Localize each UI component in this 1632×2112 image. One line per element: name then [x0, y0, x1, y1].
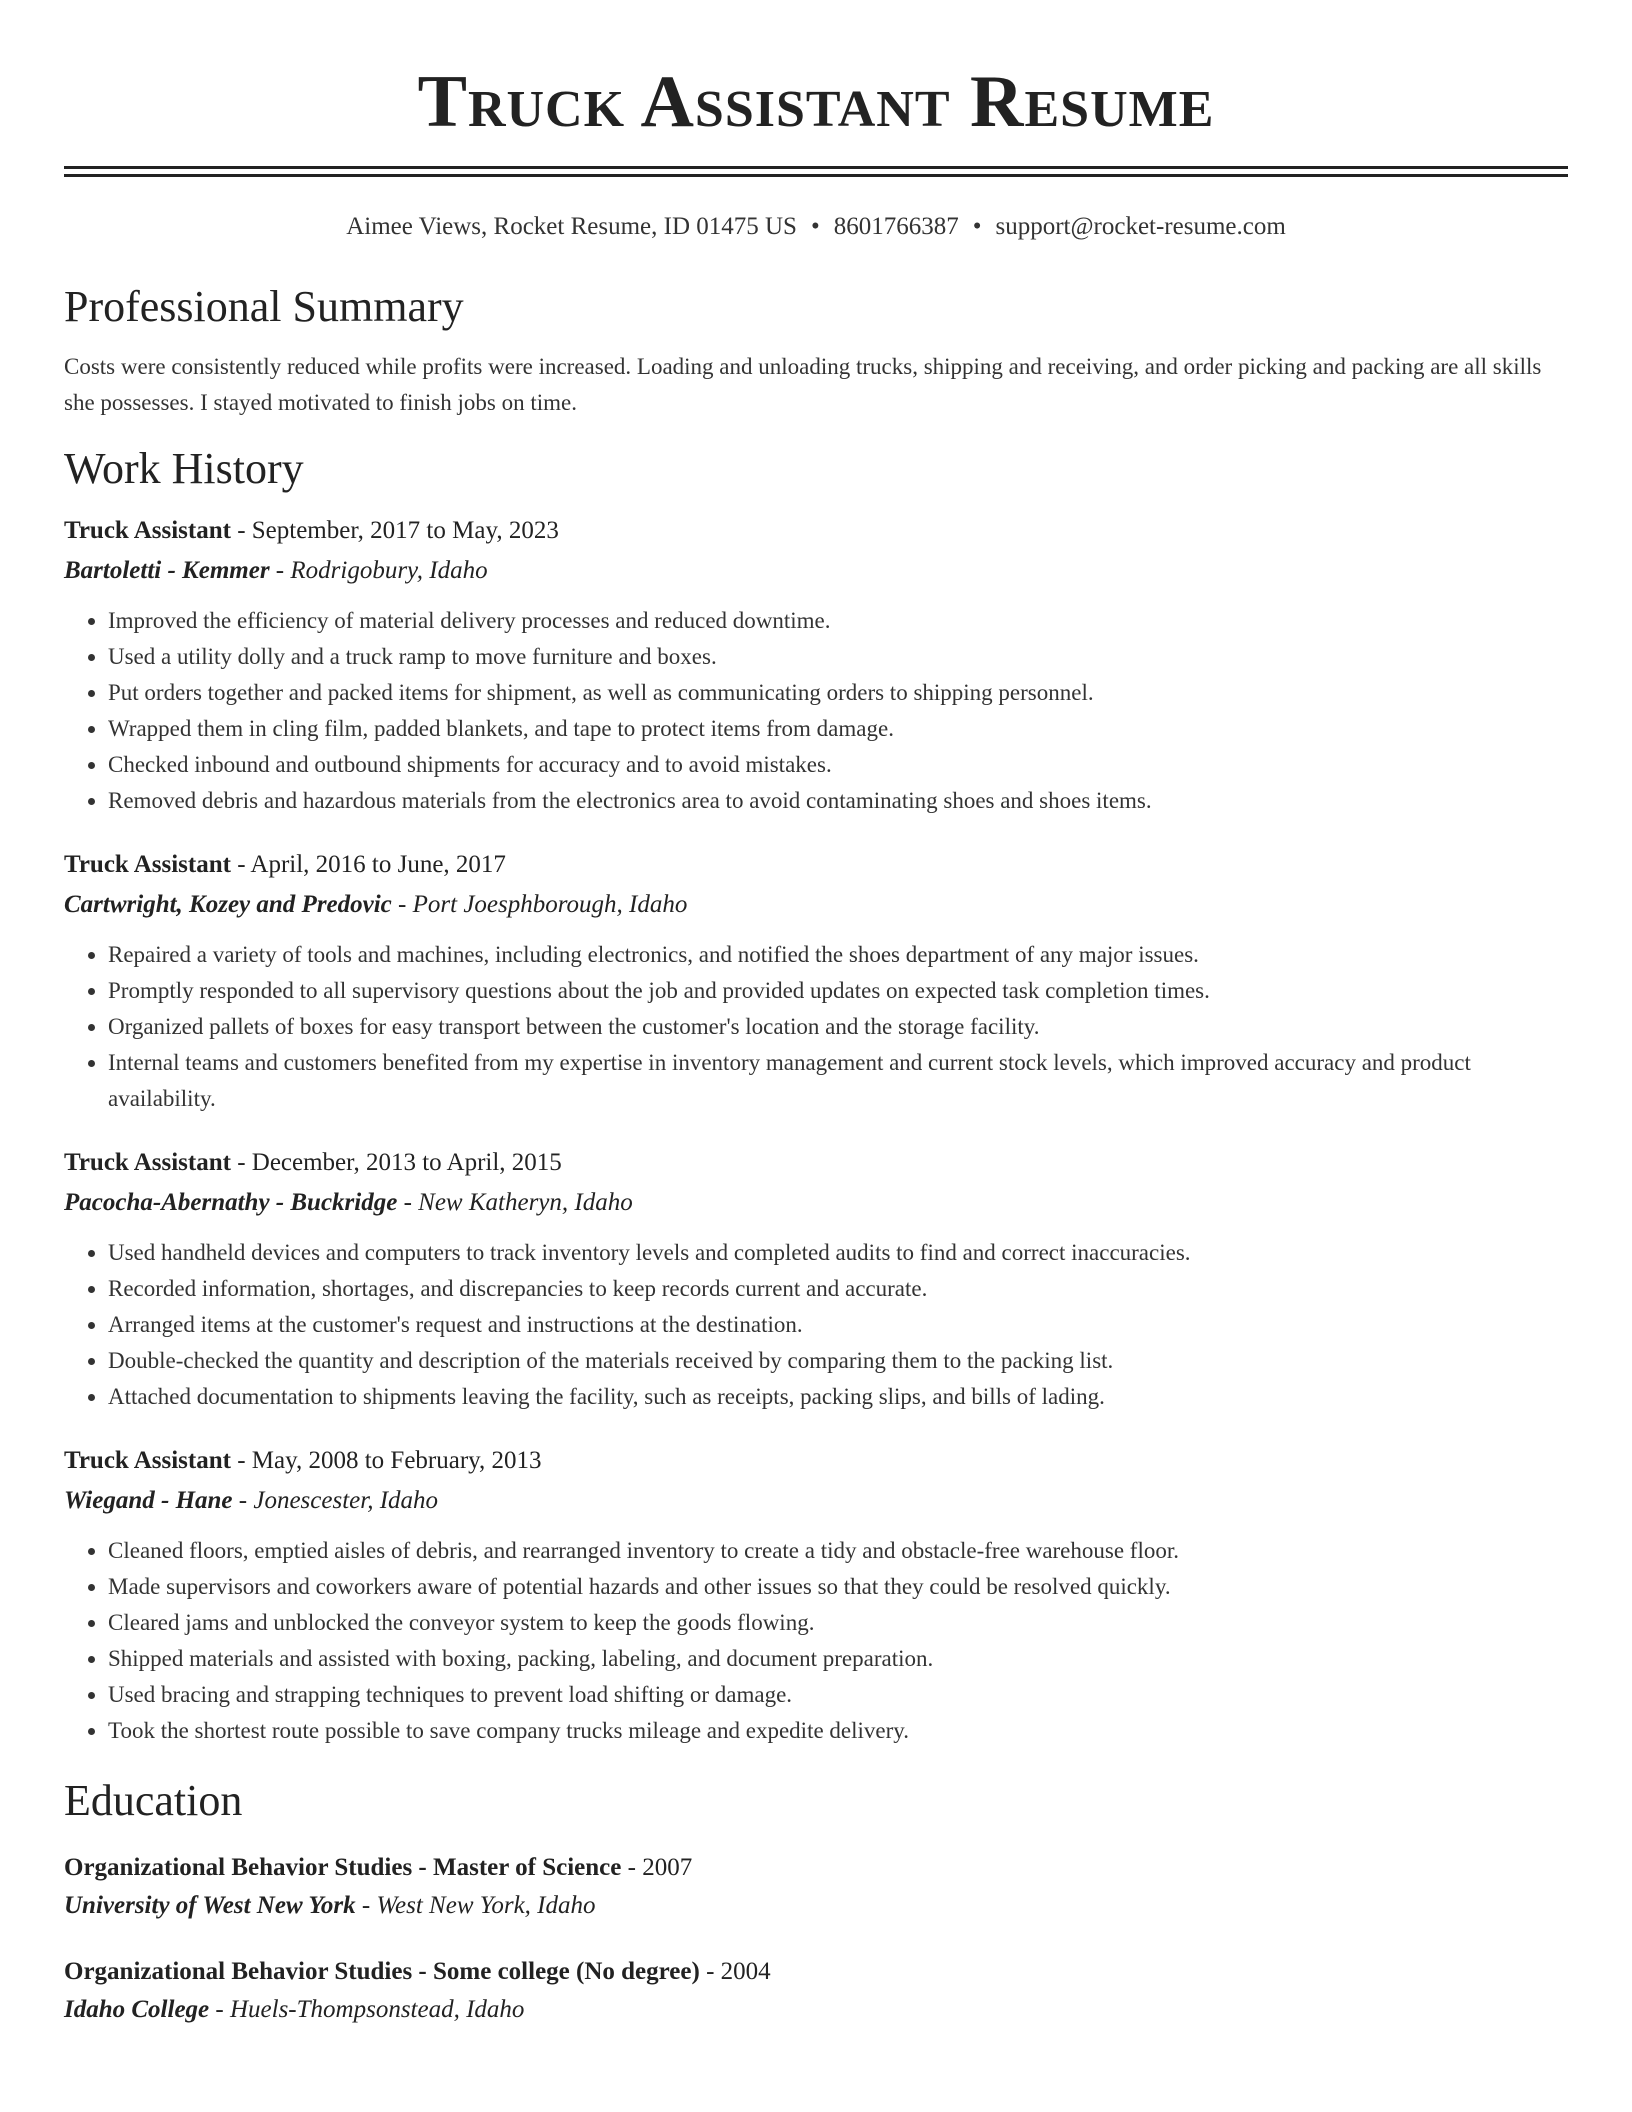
education-school-line [64, 1991, 1568, 2029]
education-year: 2004 [720, 1958, 771, 1985]
resume-title: Truck Assistant Resume [417, 61, 1215, 143]
company-line [64, 885, 1568, 925]
job-entry [64, 1441, 1568, 1749]
education-dash: - [621, 1854, 643, 1881]
job-bullets [64, 937, 1568, 1117]
company-name: Wiegand - Hane [64, 1487, 233, 1514]
job-bullet: • Internal teams and customers benefited from my expertise in inventory management and current stock levels, which improved accuracy and product availability. [108, 1045, 1568, 1117]
company-line [64, 551, 1568, 591]
education-school: University of West New York [64, 1892, 356, 1919]
company-location: Jonescester, Idaho [253, 1487, 439, 1514]
company-dash: - [397, 1189, 419, 1216]
education-entry [64, 1953, 1568, 2029]
job-bullet: • Shipped materials and assisted with boxing, packing, labeling, and document preparation. [108, 1641, 1568, 1677]
contact-email: support@rocket-resume.com [995, 213, 1286, 240]
education-school-dash: - [355, 1892, 377, 1919]
company-dash: - [269, 557, 291, 584]
company-location: Rodrigobury, Idaho [290, 557, 488, 584]
job-entry [64, 845, 1568, 1117]
company-dash: - [232, 1487, 254, 1514]
job-bullet: • Checked inbound and outbound shipments for accuracy and to avoid mistakes. [108, 747, 1568, 783]
job-dash: - [230, 517, 252, 544]
education-school-dash: - [209, 1996, 230, 2023]
job-bullets [64, 603, 1568, 819]
job-bullet: • Organized pallets of boxes for easy transport between the customer's location and the storage facility. [108, 1009, 1568, 1045]
contact-separator: • [972, 213, 982, 240]
job-bullet: • Attached documentation to shipments leaving the facility, such as receipts, packing slips, and bills of lading. [108, 1379, 1568, 1415]
title-divider [64, 166, 1568, 177]
job-entry [64, 1143, 1568, 1415]
job-title: Truck Assistant [64, 1149, 231, 1176]
contact-separator: • [810, 213, 820, 240]
job-dash: - [230, 851, 251, 878]
job-bullets [64, 1533, 1568, 1749]
contact-address: Aimee Views, Rocket Resume, ID 01475 US [346, 213, 797, 240]
company-name: Bartoletti - Kemmer [64, 557, 270, 584]
company-dash: - [391, 891, 413, 918]
job-dates: April, 2016 to June, 2017 [250, 851, 506, 878]
education-header [64, 1849, 1568, 1887]
job-header [64, 1441, 1568, 1481]
job-bullet: • Used bracing and strapping techniques to prevent load shifting or damage. [108, 1677, 1568, 1713]
company-location: Port Joesphborough, Idaho [412, 891, 688, 918]
job-header [64, 1143, 1568, 1183]
job-bullet: • Arranged items at the customer's request and instructions at the destination. [108, 1307, 1568, 1343]
job-dates: May, 2008 to February, 2013 [251, 1447, 542, 1474]
job-header [64, 845, 1568, 885]
education-heading: Education [64, 1776, 243, 1825]
contact-phone: 8601766387 [833, 213, 959, 240]
job-dash: - [230, 1447, 252, 1474]
job-dates: September, 2017 to May, 2023 [251, 517, 559, 544]
education-school: Idaho College [64, 1996, 210, 2023]
job-bullet: • Put orders together and packed items for shipment, as well as communicating orders to shipping personnel. [108, 675, 1568, 711]
job-bullet: • Used handheld devices and computers to track inventory levels and completed audits to find and correct inaccuracies. [108, 1235, 1568, 1271]
job-bullet: • Promptly responded to all supervisory questions about the job and provided updates on expected task completion times. [108, 973, 1568, 1009]
job-bullet: • Used a utility dolly and a truck ramp to move furniture and boxes. [108, 639, 1568, 675]
job-bullet: • Recorded information, shortages, and discrepancies to keep records current and accurate. [108, 1271, 1568, 1307]
job-bullet: • Cleared jams and unblocked the conveyor system to keep the goods flowing. [108, 1605, 1568, 1641]
education-location: West New York, Idaho [376, 1892, 596, 1919]
job-bullet: • Improved the efficiency of material delivery processes and reduced downtime. [108, 603, 1568, 639]
education-entry [64, 1849, 1568, 1925]
summary-heading: Professional Summary [64, 282, 464, 331]
job-title: Truck Assistant [64, 517, 231, 544]
job-bullet: • Removed debris and hazardous materials from the electronics area to avoid contaminating shoes and shoes items. [108, 783, 1568, 819]
job-dash: - [230, 1149, 252, 1176]
education-degree: Organizational Behavior Studies - Some college (No degree) [64, 1958, 700, 1985]
job-title: Truck Assistant [64, 1447, 231, 1474]
job-bullet: • Repaired a variety of tools and machines, including electronics, and notified the shoes department of any major issues. [108, 937, 1568, 973]
job-bullet: • Took the shortest route possible to save company trucks mileage and expedite delivery. [108, 1713, 1568, 1749]
job-dates: December, 2013 to April, 2015 [251, 1149, 562, 1176]
work-history-heading: Work History [64, 444, 304, 493]
education-degree: Organizational Behavior Studies - Master of Science [64, 1854, 622, 1881]
company-name: Pacocha-Abernathy - Buckridge [64, 1189, 398, 1216]
education-header [64, 1953, 1568, 1991]
company-line [64, 1481, 1568, 1521]
education-location: Huels-Thompsonstead, Idaho [229, 1996, 525, 2023]
job-entry [64, 511, 1568, 819]
education-dash: - [699, 1958, 721, 1985]
job-bullet: • Wrapped them in cling film, padded blankets, and tape to protect items from damage. [108, 711, 1568, 747]
job-bullet: • Made supervisors and coworkers aware of potential hazards and other issues so that they could be resolved quickly. [108, 1569, 1568, 1605]
job-header [64, 511, 1568, 551]
contact-line [64, 211, 1568, 243]
company-name: Cartwright, Kozey and Predovic [64, 891, 392, 918]
job-title: Truck Assistant [64, 851, 231, 878]
summary-text: Costs were consistently reduced while profits were increased. Loading and unloading trucks, shipping and receiving, and order picking and packing are all skills she possesses. I stayed motivated to finish jobs on time. [64, 354, 1542, 415]
job-bullet: • Cleaned floors, emptied aisles of debris, and rearranged inventory to create a tidy and obstacle-free warehouse floor. [108, 1533, 1568, 1569]
company-line [64, 1183, 1568, 1223]
education-year: 2007 [642, 1854, 693, 1881]
company-location: New Katheryn, Idaho [418, 1189, 633, 1216]
job-bullets [64, 1235, 1568, 1415]
job-bullet: • Double-checked the quantity and description of the materials received by comparing them to the packing list. [108, 1343, 1568, 1379]
education-school-line [64, 1887, 1568, 1925]
